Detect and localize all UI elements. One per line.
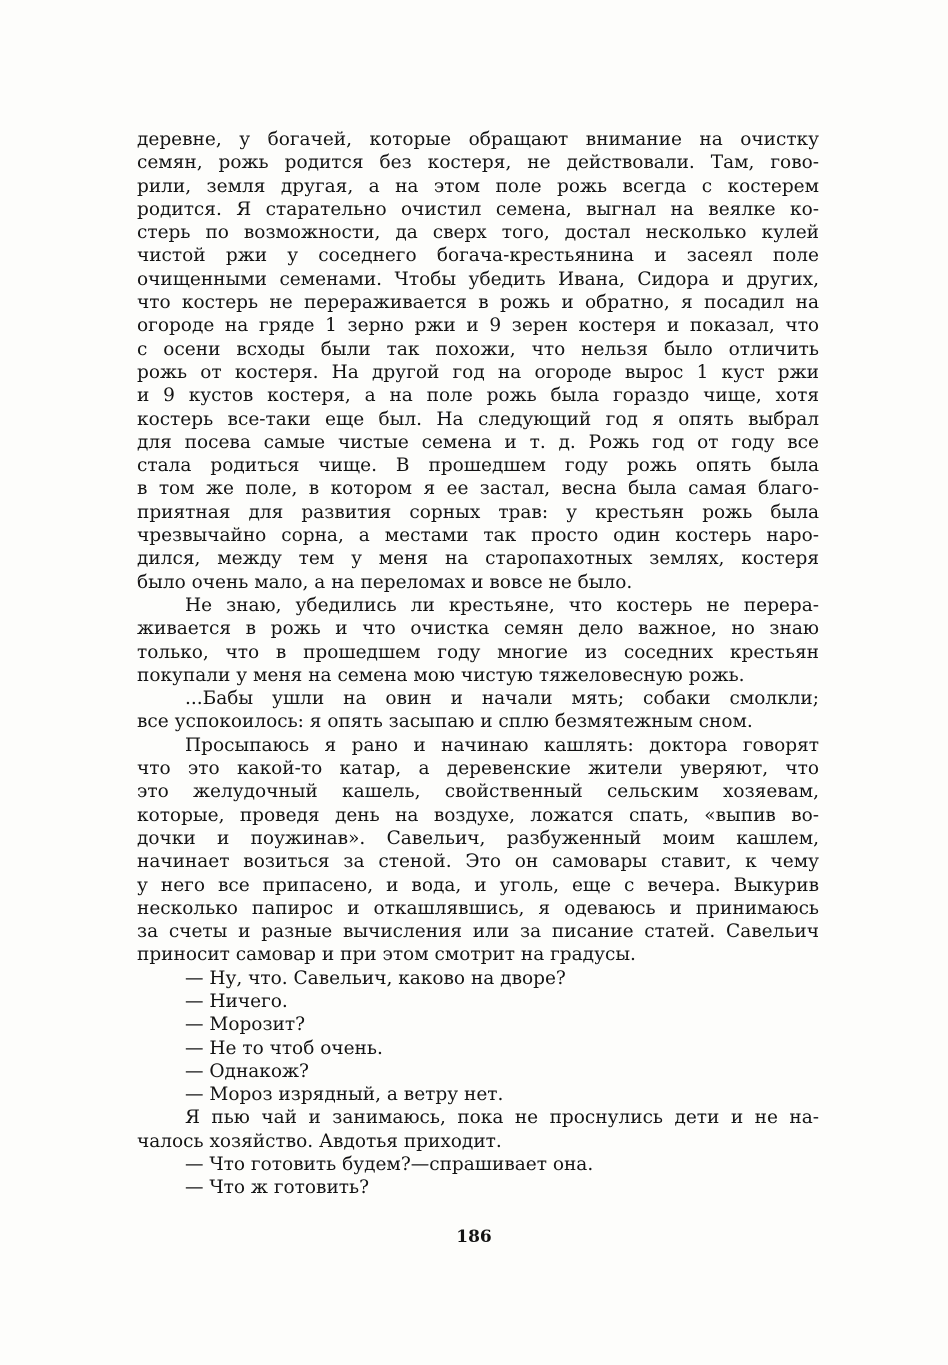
text-line: все успокоилось: я опять засыпаю и сплю безмятежным сном. [137,711,753,733]
text-line: — Морозит? [185,1014,306,1036]
text-line: очищенными семенами. Чтобы убедить Ивана, Сидора и других, [137,268,819,290]
text-line: чрезвычайно сорна, а местами так просто один костерь наро- [137,525,819,547]
text-line: — Мороз изрядный, а ветру нет. [185,1084,504,1106]
text-line: — Что ж готовить? [185,1177,370,1199]
text-line: которые, проведя день на воздухе, ложатся спать, «выпив во- [137,804,819,826]
text-line: несколько папирос и откашлявшись, я одеваюсь и принимаюсь [137,897,819,919]
text-line: рили, земля другая, а на этом поле рожь всегда с костерем [137,175,819,197]
text-line: начинает возиться за стеной. Это он самовары ставит, к чему [137,851,819,873]
page-number: 186 [456,1227,492,1247]
text-line: только, что в прошедшем году многие из соседних крестьян [137,641,819,663]
text-line: — Ну, что. Савельич, каково на дворе? [185,967,566,989]
text-line: у него все припасено, и вода, и уголь, еще с вечера. Выкурив [137,874,819,896]
text-line: что это какой-то катар, а деревенские жители уверяют, что [137,758,819,780]
text-line: чалось хозяйство. Авдотья приходит. [137,1130,502,1152]
text-line: стерь по возможности, да сверх того, достал несколько кулей [137,222,819,244]
text-line: Не знаю, убедились ли крестьяне, что костерь не перера- [185,594,819,616]
text-line: это желудочный кашель, свойственный сельским хозяевам, [137,781,819,803]
text-line: ...Бабы ушли на овин и начали мять; собаки смолкли; [185,688,819,710]
text-line: — Не то чтоб очень. [185,1037,383,1059]
text-line: — Однакож? [185,1060,309,1082]
text-line: и 9 кустов костеря, а на поле рожь была гораздо чище, хотя [137,385,819,407]
text-line: родится. Я старательно очистил семена, выгнал на веялке ко- [137,198,819,220]
text-line: дился, между тем у меня на старопахотных землях, костеря [137,548,819,570]
text-line: чистой ржи у соседнего богача-крестьянина и засеял поле [137,245,819,267]
text-line: с осени всходы были так похожи, что нельзя было отличить [137,338,819,360]
text-line: что костерь не перерaживается в рожь и обратно, я посадил на [137,292,819,314]
text-line: приносит самовар и при этом смотрит на градусы. [137,944,636,966]
text-line: костерь все-таки еще был. На следующий год я опять выбрал [137,408,819,430]
text-line: семян, рожь родится без костеря, не действовали. Там, гово- [137,152,819,174]
text-line: — Что готовить будем?—спрашивает она. [185,1154,594,1176]
text-line: за счеты и разные вычисления или за писание статей. Савельич [137,921,819,943]
text-line: огороде на гряде 1 зерно ржи и 9 зерен костеря и показал, что [137,315,819,337]
text-line: — Ничего. [185,990,288,1012]
text-line: в том же поле, в котором я ее застал, весна была самая благо- [137,478,819,500]
text-line: деревне, у богачей, которые обращают внимание на очистку [137,129,819,150]
text-line: было очень мало, а на переломах и вовсе не было. [137,571,633,593]
body-text [137,128,819,1200]
text-line: живается в рожь и что очистка семян дело важное, но знаю [137,618,819,640]
text-line: рожь от костеря. На другой год на огороде вырос 1 куст ржи [137,361,819,383]
text-line: для посева самые чистые семена и т. д. Рожь год от году все [137,431,819,453]
text-line: Просыпаюсь я рано и начинаю кашлять: доктора говорят [185,734,819,756]
text-line: стала родиться чище. В прошедшем году рожь опять была [137,455,819,477]
text-line: приятная для развития сорных трав: у крестьян рожь была [137,501,819,523]
text-line: Я пью чай и занимаюсь, пока не проснулись дети и не на- [185,1107,819,1129]
text-line: покупали у меня на семена мою чистую тяжеловесную рожь. [137,664,745,686]
text-line: дочки и поужинав». Савельич, разбуженный моим кашлем, [137,827,819,849]
